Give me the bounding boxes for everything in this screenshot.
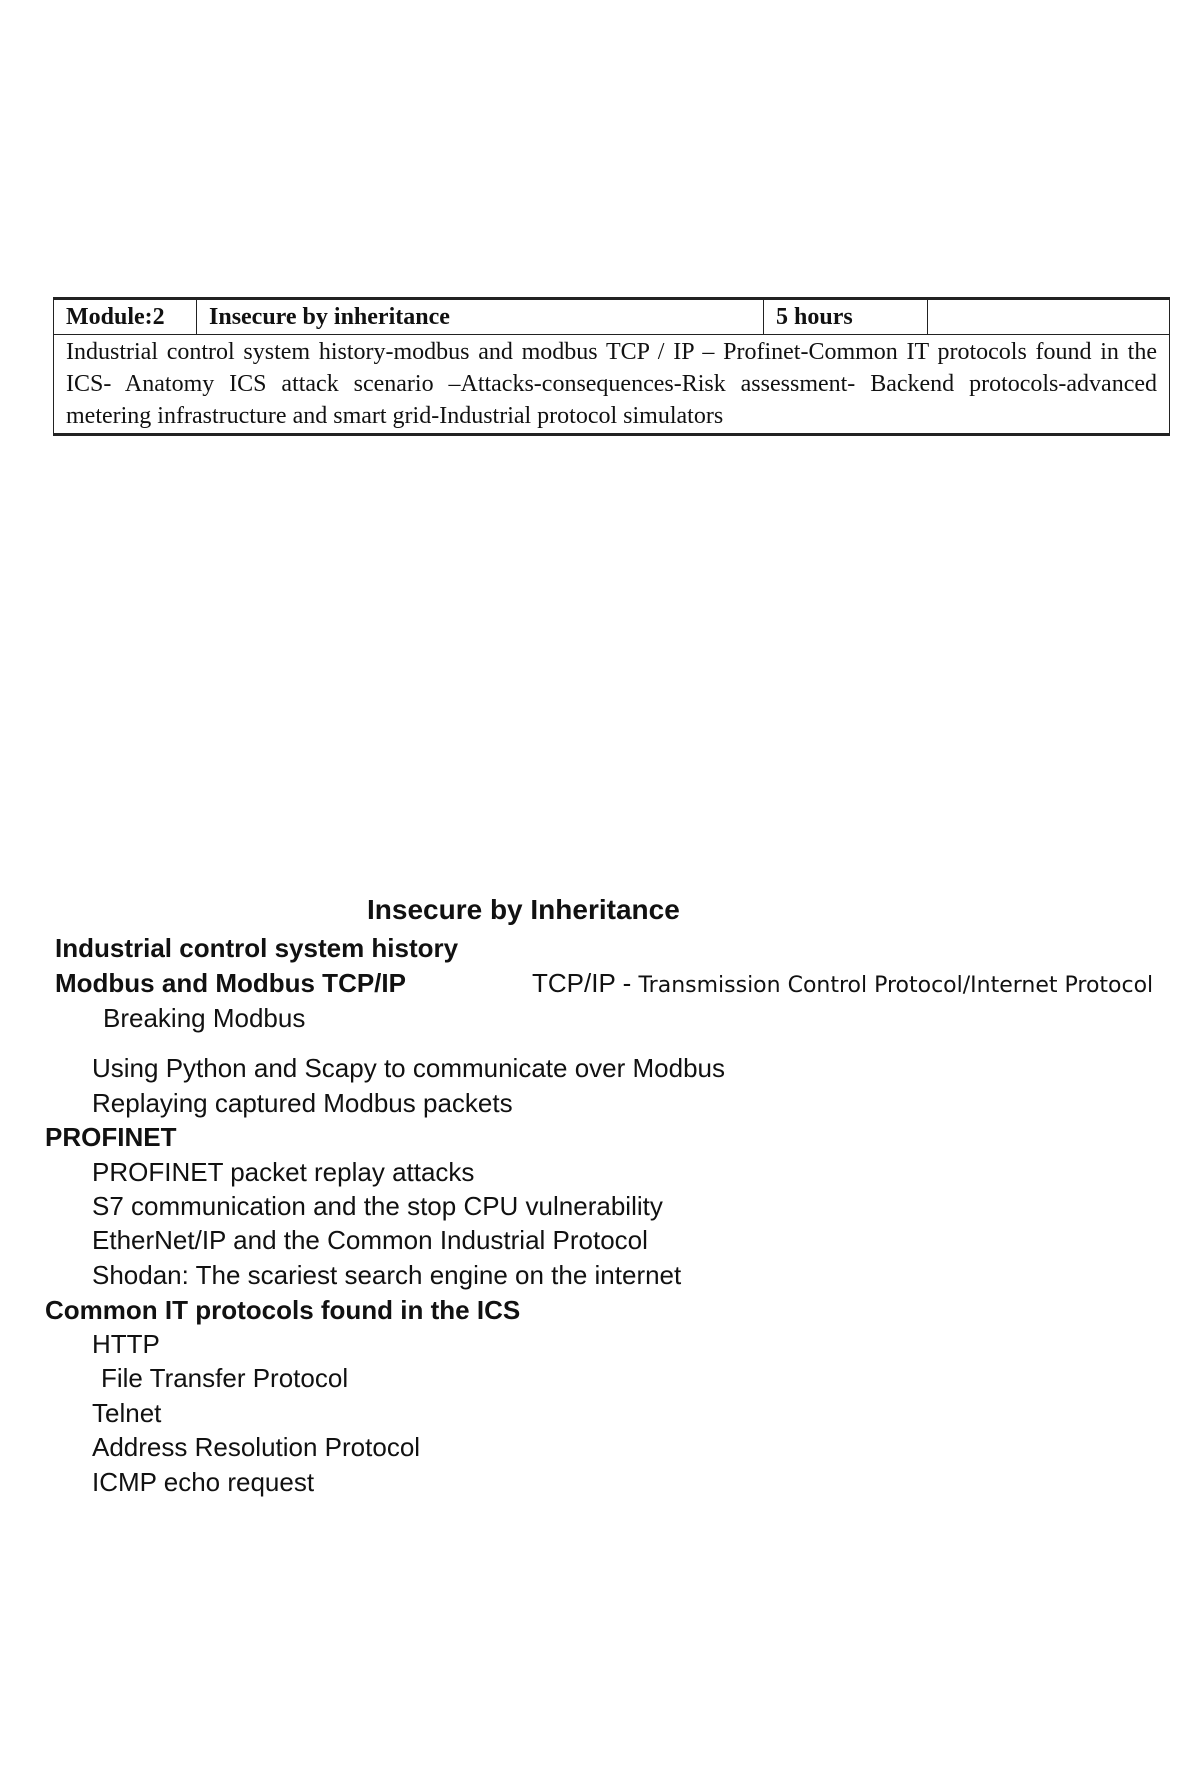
module-hours: 5 hours — [764, 299, 928, 335]
syllabus-description-row — [54, 335, 1170, 435]
tcpip-note — [532, 968, 1153, 1001]
module-extra-cell — [928, 299, 1170, 335]
outline-item-profinet-replay: PROFINET packet replay attacks — [92, 1157, 475, 1187]
outline-item-arp: Address Resolution Protocol — [92, 1432, 421, 1462]
outline-item-http: HTTP — [92, 1329, 160, 1359]
outline-item-icmp: ICMP echo request — [92, 1467, 315, 1497]
tcpip-dash: - — [622, 968, 632, 998]
syllabus-table — [53, 297, 1170, 436]
outline-heading-ics-history: Industrial control system history — [55, 933, 459, 963]
outline-heading-common-it: Common IT protocols found in the ICS — [45, 1295, 521, 1325]
outline-heading-modbus: Modbus and Modbus TCP/IP — [55, 968, 406, 998]
outline-item-telnet: Telnet — [92, 1398, 162, 1428]
outline-item-replaying: Replaying captured Modbus packets — [92, 1088, 513, 1118]
outline-heading-profinet: PROFINET — [45, 1122, 177, 1152]
outline-item-breaking-modbus: Breaking Modbus — [103, 1003, 306, 1033]
tcpip-expansion: Transmission Control Protocol/Internet Protocol — [638, 973, 1154, 998]
outline-item-s7: S7 communication and the stop CPU vulnerability — [92, 1191, 663, 1221]
outline-item-python-scapy: Using Python and Scapy to communicate over Modbus — [92, 1053, 726, 1083]
tcpip-term: TCP/IP — [532, 968, 616, 998]
outline-item-shodan: Shodan: The scariest search engine on the internet — [92, 1260, 682, 1290]
outline-item-ftp: File Transfer Protocol — [101, 1363, 349, 1393]
module-description: Industrial control system history-modbus and modbus TCP / IP – Profinet-Common IT protocols found in the ICS- Anatomy ICS attack scenario –Attacks-consequences-Risk assessment- Backend protocols-advanced metering infrastructure and smart grid-Industrial protocol simulators — [54, 335, 1170, 435]
outline-item-ethernet-ip: EtherNet/IP and the Common Industrial Protocol — [92, 1225, 648, 1255]
outline-title: Insecure by Inheritance — [367, 894, 680, 925]
module-title: Insecure by inheritance — [197, 299, 764, 335]
module-number: Module:2 — [54, 299, 197, 335]
syllabus-header-row — [54, 299, 1170, 335]
